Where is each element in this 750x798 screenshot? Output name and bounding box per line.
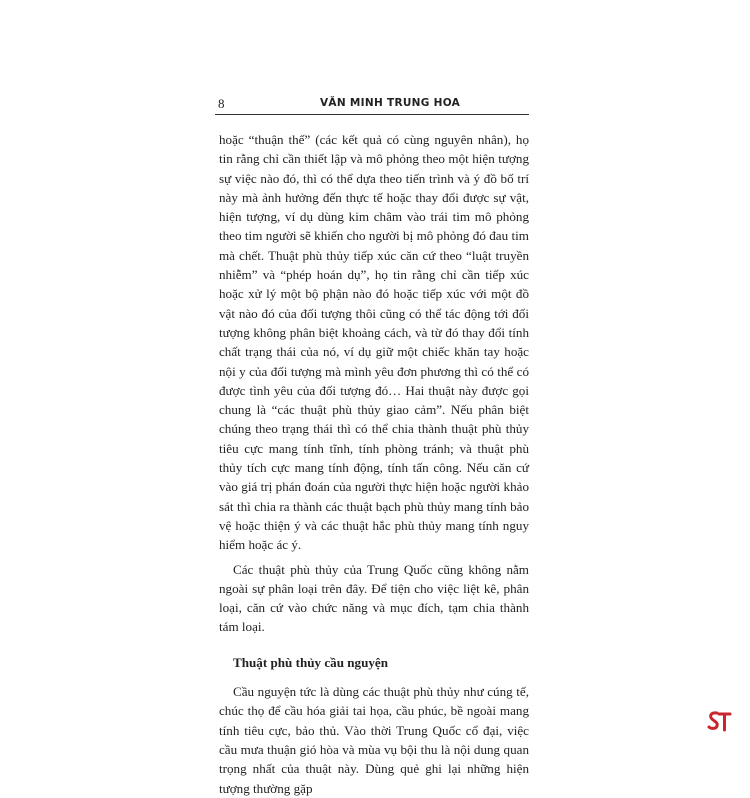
paragraph-2: Các thuật phù thủy của Trung Quốc cũng không nằm ngoài sự phân loại trên đây. Để tiện cho việc liệt kê, phân loại, căn cứ vào chức năng và mục đích, tạm chia thành tám loại. — [219, 561, 529, 635]
paragraph-3: Cầu nguyện tức là dùng các thuật phù thủy như cúng tế, chúc thọ để cầu hóa giải tai họa, cầu phúc, bề ngoài mang tính tiêu cực, bảo thủ. Vào thời Trung Quốc cổ đại, việc cầu mưa thuận gió hòa và mùa vụ bội thu là nội dung quan trọng nhất của thuật này. Dùng quẻ ghi lại những hiện tượng thường gặp — [219, 684, 529, 796]
header-rule — [215, 114, 529, 115]
section-heading: Thuật phù thủy cầu nguyện — [233, 654, 389, 670]
running-title: VĂN MINH TRUNG HOA — [320, 97, 461, 109]
page-number: 8 — [218, 96, 225, 111]
paragraph-1: hoặc “thuận thế” (các kết quả có cùng nguyên nhân), họ tin rằng chỉ cần thiết lập và mô phỏng theo một hiện tượng sự việc nào đó, thì có thể dựa theo tiến trình và ý đồ bố trí này mà ảnh hưởng đến thực tế hoặc thay đổi được sự vật, hiện tượng, ví dụ dùng kim châm vào trái tim mô phỏng theo tim người sẽ khiến cho người bị mô phỏng đó đau tim mà chết. Thuật phù thủy tiếp xúc căn cứ theo “luật truyền nhiễm” và “phép hoán dụ”, họ tin rằng chỉ cần tiếp xúc hoặc xử lý một bộ phận nào đó hoặc tiếp xúc với một đồ vật nào đó của đối tượng thôi cũng có thể tác động tới đối tượng không phân biệt khoảng cách, và từ đó thay đổi tính chất trạng thái của nó, ví dụ giữ một chiếc khăn tay hoặc nội y của đối tượng mà mình yêu đơn phương thì có thể có được tình yêu của đối tượng đó… Hai thuật này được gọi chung là “các thuật phù thủy giao cảm”. Nếu phân biệt chúng theo trạng thái thì có thể chia thành thuật phù thủy tiêu cực mang tính tĩnh, tính phòng tránh; và thuật phù thủy tích cực mang tính động, tính tấn công. Nếu căn cứ vào giá trị phán đoán của người thực hiện hoặc người khảo sát thì chia ra thành các thuật bạch phù thủy mang tính bảo vệ hoặc thiện ý và các thuật hắc phù thủy mang tính nguy hiểm hoặc ác ý. — [219, 132, 529, 553]
body-text — [219, 130, 529, 798]
publisher-logo-icon — [706, 710, 732, 732]
page-header — [215, 96, 530, 114]
